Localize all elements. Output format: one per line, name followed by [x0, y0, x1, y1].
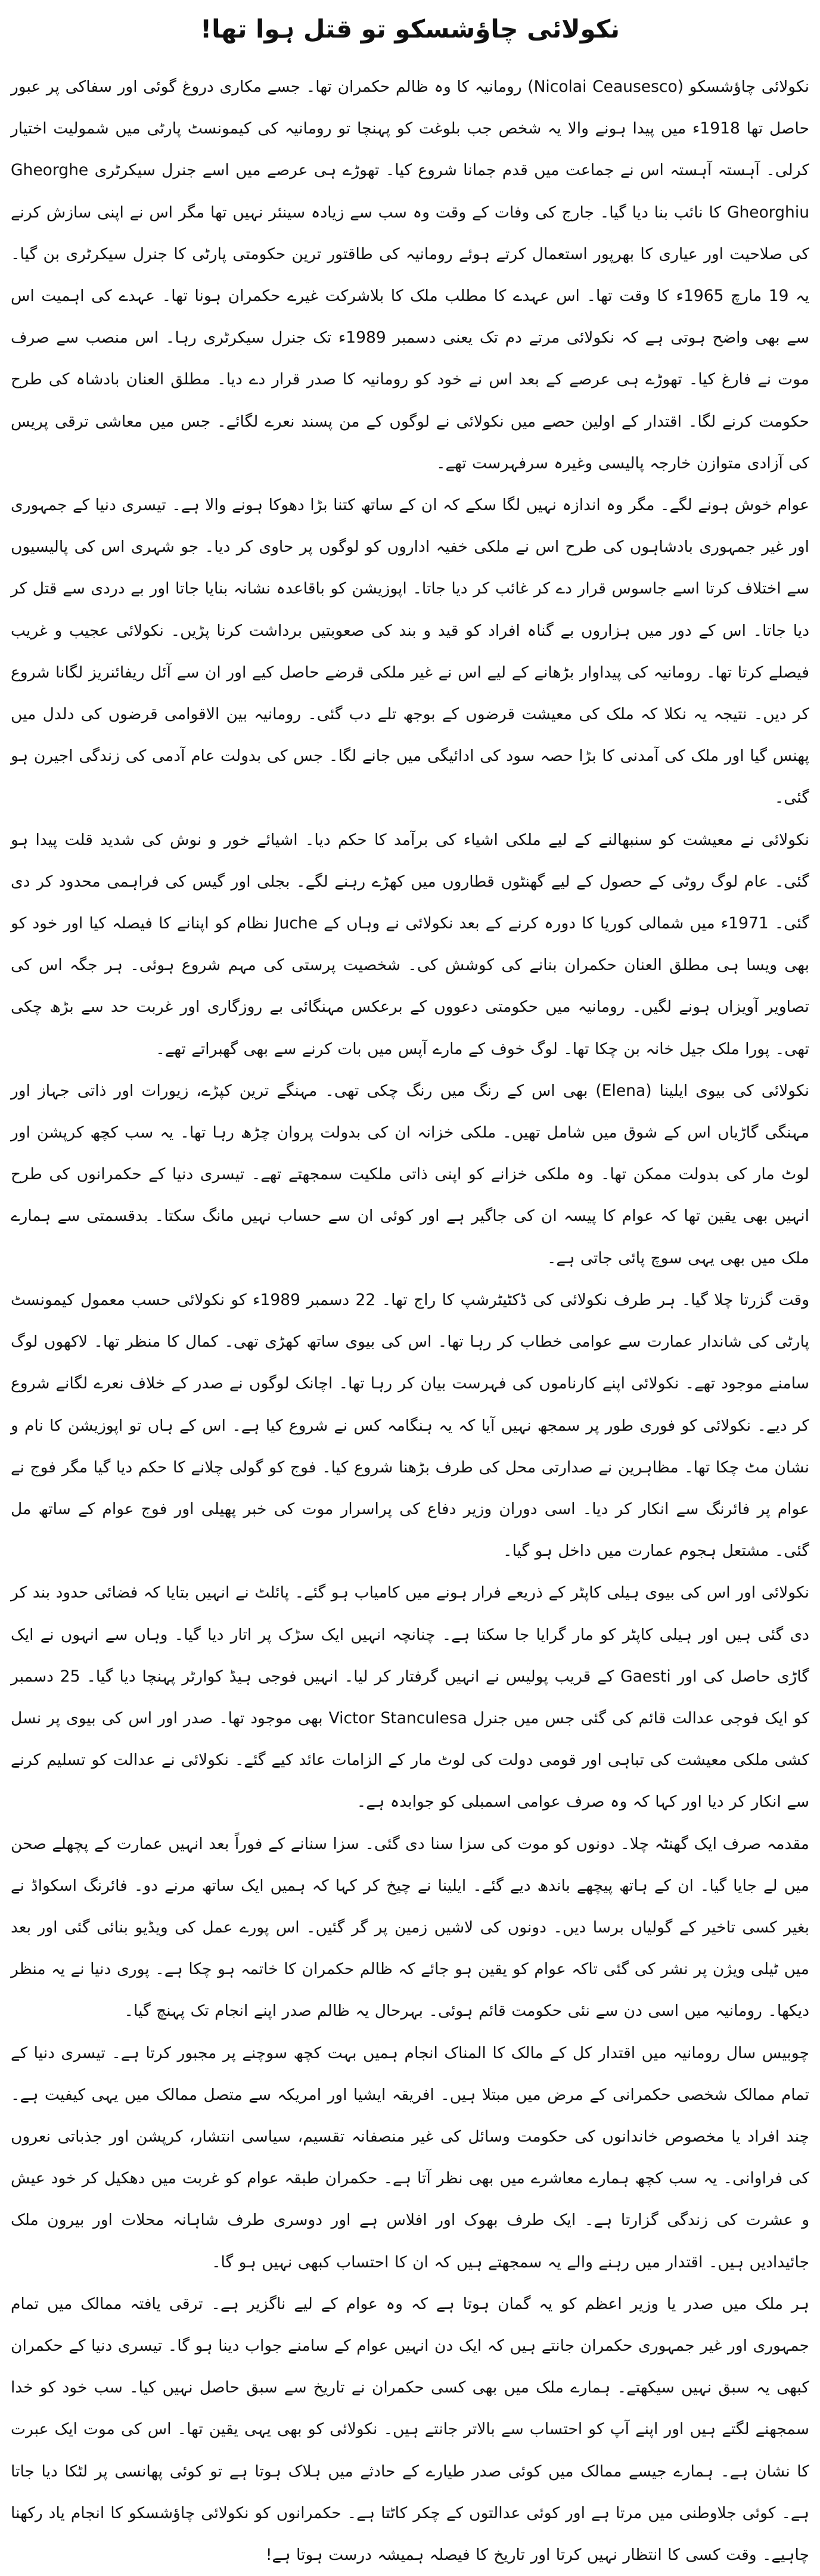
article-paragraph: عوام خوش ہونے لگے۔ مگر وہ اندازہ نہیں لگا سکے کہ ان کے ساتھ کتنا بڑا دھوکا ہونے والا ہے۔ تیسری دنیا کے جمہوری اور غیر جمہوری بادشاہوں کی طرح اس نے ملکی خفیہ اداروں کو لوگوں پر حاوی کر دیا۔ جو شہری اس کی پالیسیوں سے اختلاف کرتا اسے جاسوس قرار دے کر غائب کر دیا جاتا۔ اپوزیشن کو باقاعدہ نشانہ بنایا جاتا اور بے دردی سے قتل کر دیا جاتا۔ اس کے دور میں ہزاروں بے گناہ افراد کو قید و بند کی صعوبتیں برداشت کرنا پڑیں۔ نکولائی عجیب و غریب فیصلے کرتا تھا۔ رومانیہ کی پیداوار بڑھانے کے لیے اس نے غیر ملکی قرضے حاصل کیے اور ان سے آئل ریفائنریز لگانا شروع کر دیں۔ نتیجہ یہ نکلا کہ ملک کی معیشت قرضوں کے بوجھ تلے دب گئی۔ رومانیہ بین الاقوامی قرضوں کی دلدل میں پھنس گیا اور ملک کی آمدنی کا بڑا حصہ سود کی ادائیگی میں جانے لگا۔ جس کی بدولت عام آدمی کی زندگی اجیرن ہو گئی۔ [11, 496, 809, 807]
article [11, 6, 809, 2576]
article-title: نکولائی چاؤشسکو تو قتل ہوا تھا! [200, 14, 620, 43]
article-paragraph: نکولائی اور اس کی بیوی ہیلی کاپٹر کے ذریعے فرار ہونے میں کامیاب ہو گئے۔ پائلٹ نے انہیں بتایا کہ فضائی حدود بند کر دی گئی ہیں اور ہیلی کاپٹر کو مار گرایا جا سکتا ہے۔ چنانچہ انہیں ایک سڑک پر اتار دیا گیا۔ وہاں سے انہوں نے ایک گاڑی حاصل کی اور Gaesti کے قریب پولیس نے انہیں گرفتار کر لیا۔ انہیں فوجی ہیڈ کوارٹر پہنچا دیا گیا۔ 25 دسمبر کو ایک فوجی عدالت قائم کی گئی جس میں جنرل Victor Stanculesa بھی موجود تھا۔ صدر اور اس کی بیوی پر نسل کشی ملکی معیشت کی تباہی اور قومی دولت کی لوٹ مار کے الزامات عائد کیے گئے۔ نکولائی نے عدالت کو تسلیم کرنے سے انکار کر دیا اور کہا کہ وہ صرف عوامی اسمبلی کو جوابدہ ہے۔ [11, 1583, 809, 1811]
article-paragraph: مقدمہ صرف ایک گھنٹہ چلا۔ دونوں کو موت کی سزا سنا دی گئی۔ سزا سنانے کے فوراً بعد انہیں عمارت کے پچھلے صحن میں لے جایا گیا۔ ان کے ہاتھ پیچھے باندھ دیے گئے۔ ایلینا نے چیخ کر کہا کہ ہمیں ایک ساتھ مرنے دو۔ فائرنگ اسکواڈ نے بغیر کسی تاخیر کے گولیاں برسا دیں۔ دونوں کی لاشیں زمین پر گر گئیں۔ اس پورے عمل کی ویڈیو بنائی گئی اور بعد میں ٹیلی ویژن پر نشر کی گئی تاکہ عوام کو یقین ہو جائے کہ ظالم حکمران کا خاتمہ ہو چکا ہے۔ پوری دنیا نے یہ منظر دیکھا۔ رومانیہ میں اسی دن سے نئی حکومت قائم ہوئی۔ بہرحال یہ ظالم صدر اپنے انجام تک پہنچ گیا۔ [11, 1834, 809, 2021]
article-paragraph: نکولائی کی بیوی ایلینا (Elena) بھی اس کے رنگ میں رنگ چکی تھی۔ مہنگے ترین کپڑے، زیورات اور ذاتی جہاز اور مہنگی گاڑیاں اس کے شوق میں شامل تھیں۔ ملکی خزانہ ان کی بدولت پروان چڑھ رہا تھا۔ یہ سب کچھ کرپشن اور لوٹ مار کی بدولت ممکن تھا۔ وہ ملکی خزانے کو اپنی ذاتی ملکیت سمجھتے تھے۔ تیسری دنیا کے حکمرانوں کی طرح انہیں بھی یقین تھا کہ عوام کا پیسہ ان کی جاگیر ہے اور کوئی ان سے حساب نہیں مانگ سکتا۔ بدقسمتی سے ہمارے ملک میں بھی یہی سوچ پائی جاتی ہے۔ [11, 1081, 809, 1267]
article-paragraph: نکولائی نے معیشت کو سنبھالنے کے لیے ملکی اشیاء کی برآمد کا حکم دیا۔ اشیائے خور و نوش کی شدید قلت پیدا ہو گئی۔ عام لوگ روٹی کے حصول کے لیے گھنٹوں قطاروں میں کھڑے رہنے لگے۔ بجلی اور گیس کی فراہمی محدود کر دی گئی۔ 1971ء میں شمالی کوریا کا دورہ کرنے کے بعد نکولائی نے وہاں کے Juche نظام کو اپنانے کا فیصلہ کیا اور خود کو بھی ویسا ہی مطلق العنان حکمران بنانے کی کوشش کی۔ شخصیت پرستی کی مہم شروع ہوئی۔ ہر جگہ اس کی تصاویر آویزاں ہونے لگیں۔ رومانیہ میں حکومتی دعووں کے برعکس مہنگائی بے روزگاری اور غربت حد سے بڑھ چکی تھی۔ پورا ملک جیل خانہ بن چکا تھا۔ لوگ خوف کے مارے آپس میں بات کرنے سے بھی گھبراتے تھے۔ [11, 830, 810, 1058]
article-paragraph: ہر ملک میں صدر یا وزیر اعظم کو یہ گمان ہوتا ہے کہ وہ عوام کے لیے ناگزیر ہے۔ ترقی یافتہ ممالک میں تمام جمہوری اور غیر جمہوری حکمران جانتے ہیں کہ ایک دن انہیں عوام کے سامنے جواب دینا ہو گا۔ تیسری دنیا کے حکمران کبھی یہ سبق نہیں سیکھتے۔ ہمارے ملک میں بھی کسی حکمران نے تاریخ سے سبق حاصل نہیں کیا۔ سب خود کو خدا سمجھنے لگتے ہیں اور اپنے آپ کو احتساب سے بالاتر جانتے ہیں۔ نکولائی کو بھی یہی یقین تھا۔ اس کی موت ایک عبرت کا نشان ہے۔ ہمارے جیسے ممالک میں کوئی صدر طیارے کے حادثے میں ہلاک ہوتا ہے تو کوئی پھانسی پر لٹکا دیا جاتا ہے۔ کوئی جلاوطنی میں مرتا ہے اور کوئی عدالتوں کے چکر کاٹتا ہے۔ حکمرانوں کو نکولائی چاؤشسکو کا انجام یاد رکھنا چاہیے۔ وقت کسی کا انتظار نہیں کرتا اور تاریخ کا فیصلہ ہمیشہ درست ہوتا ہے! [11, 2294, 809, 2564]
article-paragraph: وقت گزرتا چلا گیا۔ ہر طرف نکولائی کی ڈکٹیٹرشپ کا راج تھا۔ 22 دسمبر 1989ء کو نکولائی حسب معمول کیمونسٹ پارٹی کی شاندار عمارت سے عوامی خطاب کر رہا تھا۔ اس کی بیوی ساتھ کھڑی تھی۔ کمال کا منظر تھا۔ لاکھوں لوگ سامنے موجود تھے۔ نکولائی اپنے کارناموں کی فہرست بیان کر رہا تھا۔ اچانک لوگوں نے صدر کے خلاف نعرے لگانے شروع کر دیے۔ نکولائی کو فوری طور پر سمجھ نہیں آیا کہ یہ ہنگامہ کس نے شروع کیا ہے۔ اس کے ہاں تو اپوزیشن کا نام و نشان مٹ چکا تھا۔ مظاہرین نے صدارتی محل کی طرف بڑھنا شروع کیا۔ فوج کو گولی چلانے کا حکم دیا گیا مگر فوج نے عوام پر فائرنگ سے انکار کر دیا۔ اسی دوران وزیر دفاع کی پراسرار موت کی خبر پھیلی اور فوج عوام کے ساتھ مل گئی۔ مشتعل ہجوم عمارت میں داخل ہو گیا۔ [11, 1290, 809, 1561]
article-body [11, 66, 809, 2576]
article-paragraph: نکولائی چاؤشسکو (Nicolai Ceausesco) رومانیہ کا وہ ظالم حکمران تھا۔ جسے مکاری دروغ گوئی اور سفاکی پر عبور حاصل تھا 1918ء میں پیدا ہونے والا یہ شخص جب بلوغت کو پہنچا تو رومانیہ کی کیمونسٹ پارٹی میں شمولیت اختیار کرلی۔ آہستہ آہستہ اس نے جماعت میں قدم جمانا شروع کیا۔ تھوڑے ہی عرصے میں اسے جنرل سیکرٹری Gheorghe Gheorghiu کا نائب بنا دیا گیا۔ جارج کی وفات کے وقت وہ سب سے زیادہ سینئر نہیں تھا مگر اس نے اپنی سازش کرنے کی صلاحیت اور عیاری کا بھرپور استعمال کرتے ہوئے رومانیہ کی طاقتور ترین حکومتی پارٹی کا جنرل سیکرٹری بن گیا۔ یہ 19 مارچ 1965ء کا وقت تھا۔ اس عہدے کا مطلب ملک کا بلاشرکت غیرے حکمران ہونا تھا۔ عہدے کی اہمیت اس سے بھی واضح ہوتی ہے کہ نکولائی مرتے دم تک یعنی دسمبر 1989ء تک جنرل سیکرٹری رہا۔ اس منصب سے صرف موت نے فارغ کیا۔ تھوڑے ہی عرصے کے بعد اس نے خود کو رومانیہ کا صدر قرار دے دیا۔ مطلق العنان بادشاہ کی طرح حکومت کرنے لگا۔ اقتدار کے اولین حصے میں نکولائی نے لوگوں کے من پسند نعرے لگائے۔ جس میں معاشی ترقی پریس کی آزادی متوازن خارجہ پالیسی وغیرہ سرفہرست تھے۔ [11, 77, 810, 473]
article-paragraph: چوبیس سال رومانیہ میں اقتدار کل کے مالک کا المناک انجام ہمیں بہت کچھ سوچنے پر مجبور کرتا ہے۔ تیسری دنیا کے تمام ممالک شخصی حکمرانی کے مرض میں مبتلا ہیں۔ افریقہ ایشیا اور امریکہ سے متصل ممالک میں یہی کیفیت ہے۔ چند افراد یا مخصوص خاندانوں کی حکومت وسائل کی غیر منصفانہ تقسیم، سیاسی انتشار، کرپشن اور جذباتی نعروں کی فراوانی۔ یہ سب کچھ ہمارے معاشرے میں بھی نظر آتا ہے۔ حکمران طبقہ عوام کو غربت میں دھکیل کر خود عیش و عشرت کی زندگی گزارتا ہے۔ ایک طرف بھوک اور افلاس ہے اور دوسری طرف شاہانہ محلات اور بیرون ملک جائیدادیں ہیں۔ اقتدار میں رہنے والے یہ سمجھتے ہیں کہ ان کا احتساب کبھی نہیں ہو گا۔ [11, 2043, 809, 2272]
